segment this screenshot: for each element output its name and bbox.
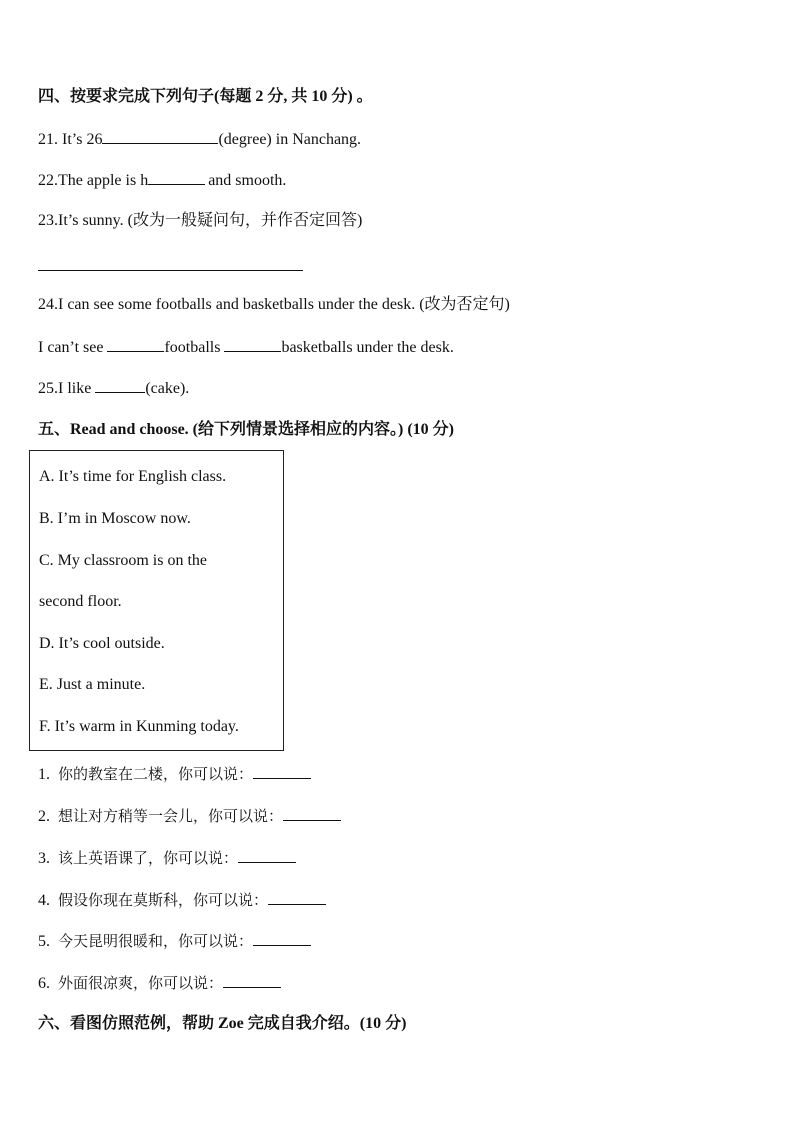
question-number: 4. bbox=[38, 892, 50, 909]
question-number: 6. bbox=[38, 975, 50, 992]
answer-blank[interactable] bbox=[283, 805, 341, 821]
question-text: 假设你现在莫斯科，你可以说： bbox=[58, 891, 269, 909]
option-d: D. It’s cool outside. bbox=[39, 635, 165, 652]
option-c-continued: second floor. bbox=[39, 593, 122, 610]
choice-question-6 bbox=[38, 972, 281, 995]
answer-blank[interactable] bbox=[268, 889, 326, 905]
section-6-heading: 六、看图仿照范例，帮助 Zoe 完成自我介绍。(10 分) bbox=[38, 1015, 407, 1032]
section-4-heading: 四、按要求完成下列句子(每题 2 分, 共 10 分) 。 bbox=[38, 88, 373, 105]
question-text: 想让对方稍等一会儿，你可以说： bbox=[58, 807, 284, 825]
question-25-text-b: (cake). bbox=[145, 380, 190, 397]
choice-question-4 bbox=[38, 889, 326, 912]
question-25 bbox=[38, 377, 189, 400]
question-21-text-a: 21. It’s 26 bbox=[38, 131, 103, 148]
answer-blank[interactable] bbox=[102, 128, 218, 144]
question-text: 该上英语课了，你可以说： bbox=[58, 849, 239, 867]
question-21-text-b: (degree) in Nanchang. bbox=[218, 131, 362, 148]
choice-question-5 bbox=[38, 930, 311, 953]
choice-question-3 bbox=[38, 847, 296, 870]
question-25-text-a: 25.I like bbox=[38, 380, 92, 397]
answer-blank[interactable] bbox=[223, 972, 281, 988]
option-b: B. I’m in Moscow now. bbox=[39, 510, 191, 527]
answer-blank[interactable] bbox=[95, 377, 145, 393]
answer-blank[interactable] bbox=[148, 169, 205, 185]
choice-question-1 bbox=[38, 763, 311, 786]
answer-blank[interactable] bbox=[253, 930, 311, 946]
question-21 bbox=[38, 128, 361, 151]
option-a: A. It’s time for English class. bbox=[39, 468, 227, 485]
answer-line-23[interactable] bbox=[38, 270, 303, 271]
question-number: 5. bbox=[38, 933, 50, 950]
question-24-answer bbox=[38, 336, 454, 359]
question-23: 23.It’s sunny. (改为一般疑问句，并作否定回答) bbox=[38, 212, 363, 229]
option-c: C. My classroom is on the bbox=[39, 552, 207, 569]
question-number: 2. bbox=[38, 808, 50, 825]
question-text: 今天昆明很暖和，你可以说： bbox=[58, 932, 254, 950]
answer-blank[interactable] bbox=[253, 763, 311, 779]
question-number: 1. bbox=[38, 766, 50, 783]
question-24-answer-b: footballs bbox=[164, 339, 221, 356]
answer-blank[interactable] bbox=[238, 847, 296, 863]
option-e: E. Just a minute. bbox=[39, 676, 146, 693]
question-24-answer-a: I can’t see bbox=[38, 339, 104, 356]
question-24-answer-c: basketballs under the desk. bbox=[281, 339, 454, 356]
question-number: 3. bbox=[38, 850, 50, 867]
choice-question-2 bbox=[38, 805, 341, 828]
question-22-text-b: and smooth. bbox=[208, 172, 287, 189]
section-5-heading: 五、Read and choose. (给下列情景选择相应的内容。) (10 分) bbox=[38, 421, 454, 438]
question-22-text-a: 22.The apple is h bbox=[38, 172, 149, 189]
question-text: 外面很凉爽，你可以说： bbox=[58, 974, 224, 992]
question-24: 24.I can see some footballs and basketballs under the desk. (改为否定句) bbox=[38, 296, 510, 313]
answer-blank[interactable] bbox=[224, 336, 281, 352]
answer-blank[interactable] bbox=[107, 336, 164, 352]
option-f: F. It’s warm in Kunming today. bbox=[39, 718, 239, 735]
options-box bbox=[29, 450, 284, 751]
question-text: 你的教室在二楼，你可以说： bbox=[58, 765, 254, 783]
question-22 bbox=[38, 169, 286, 192]
